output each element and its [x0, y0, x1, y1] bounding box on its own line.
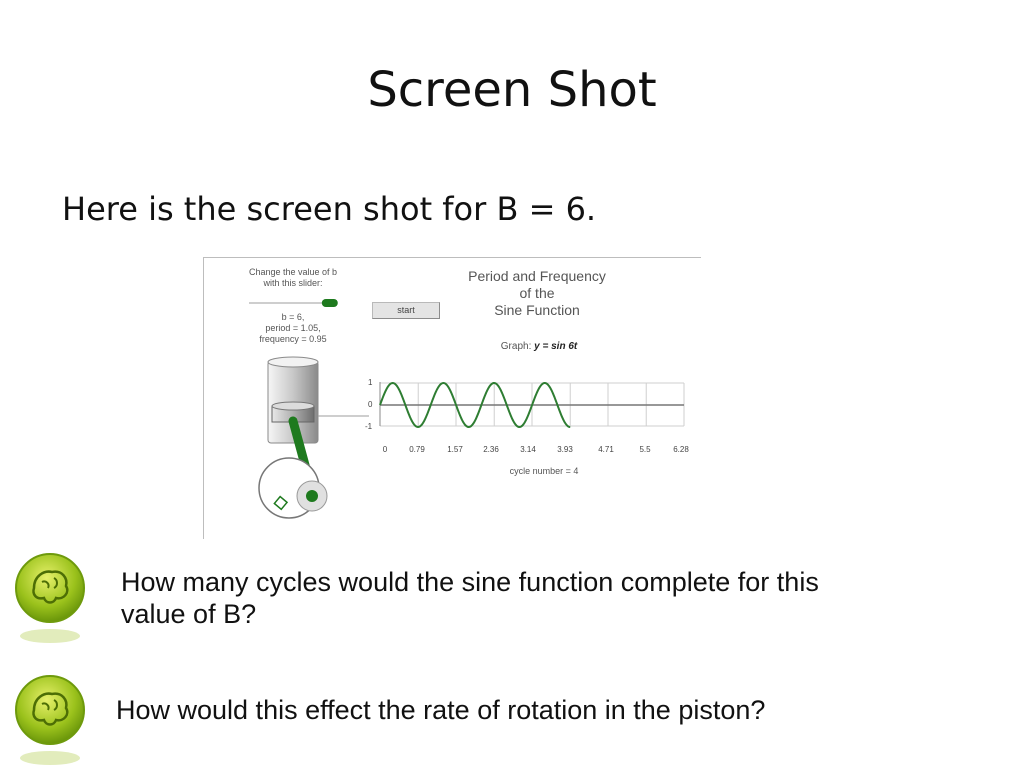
x-tick-label: 6.28 [673, 445, 689, 454]
simulation-screenshot [203, 257, 701, 539]
question-1-line2: value of B? [121, 599, 257, 629]
graph-title-line1: Period and Frequency [468, 268, 606, 284]
x-tick-label: 0 [382, 445, 388, 454]
readout-frequency: frequency = 0.95 [259, 334, 327, 344]
slider-caption-line1: Change the value of b [248, 267, 338, 277]
brain-icon [10, 670, 90, 773]
x-tick-label: 1.57 [447, 445, 463, 454]
graph-title-line2: of the [519, 285, 555, 301]
slider-readout [234, 312, 352, 345]
question-1 [121, 566, 819, 630]
question-1-line1: How many cycles would the sine function complete for this [121, 567, 819, 597]
slider-thumb[interactable] [322, 299, 338, 307]
y-tick-label: 1 [368, 378, 373, 387]
slide-title: Screen Shot [367, 62, 657, 118]
graph-title-line3: Sine Function [494, 302, 580, 318]
x-tick-label: 2.36 [483, 445, 499, 454]
slide-subtitle: Here is the screen shot for B = 6. [62, 190, 597, 228]
crank-pin [306, 490, 318, 502]
x-tick-label: 5.5 [639, 445, 651, 454]
brain-icon [10, 548, 90, 653]
y-tick-label: 0 [368, 400, 373, 409]
x-tick-label: 0.79 [409, 445, 425, 454]
y-tick-label: -1 [365, 422, 373, 431]
cycle-number-label: cycle number = 4 [509, 466, 579, 476]
slider-caption [234, 267, 352, 289]
readout-b: b = 6, [281, 312, 305, 322]
slider-caption-line2: with this slider: [263, 278, 323, 288]
x-tick-label: 3.14 [520, 445, 536, 454]
x-tick-label: 4.71 [598, 445, 614, 454]
start-button[interactable]: start [372, 302, 440, 319]
graph-equation [464, 341, 614, 352]
x-tick-label: 3.93 [557, 445, 573, 454]
graph-title [432, 268, 642, 319]
readout-period: period = 1.05, [265, 323, 321, 333]
graph-equation-formula: y = sin 6t [534, 341, 578, 352]
graph-equation-prefix: Graph: [500, 341, 532, 352]
question-2: How would this effect the rate of rotation in the piston? [116, 695, 766, 725]
